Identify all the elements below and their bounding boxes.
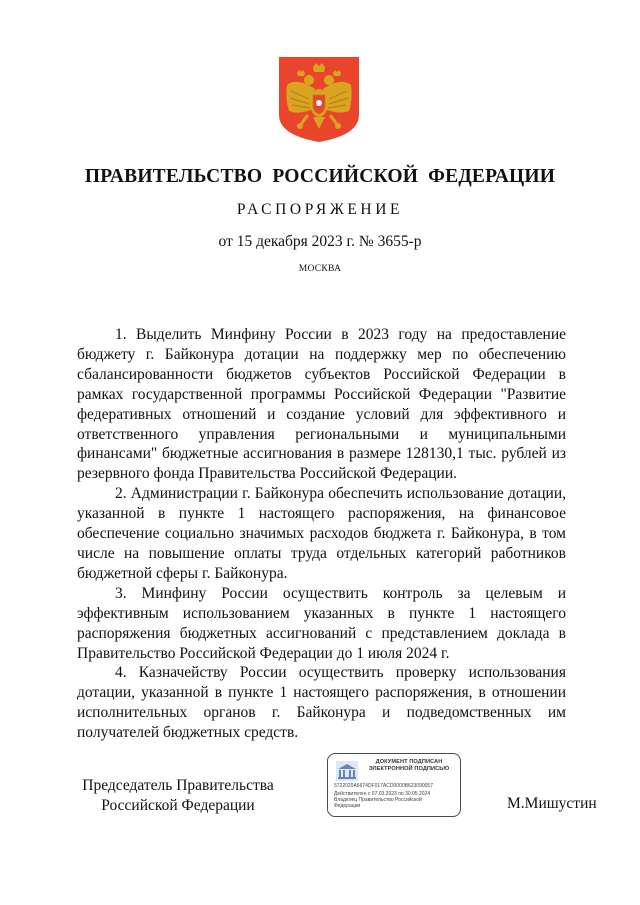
- paragraph-2: 2. Администрации г. Байконура обеспечить использование дотации, указанной в пункте 1 настоящего распоряжения, на финансовое обеспечение социально значимых расходов бюджета г. Байконура, в том числе на повышение оплаты труда отдельных категорий работников бюджетной сферы г. Байконура.: [77, 485, 566, 582]
- signatory-position-line-1: Председатель Правительства: [82, 777, 274, 794]
- paragraph-1: 1. Выделить Минфину России в 2023 году на предоставление бюджету г. Байконура дотации на поддержку мер по обеспечению сбалансированности бюджетов субъектов Российской Федерации в рамках государственной программы Российской Федерации "Развитие федеративных отношений и создание условий для эффективного и ответственного управления региональными и муниципальными финансами" бюджетные ассигнования в размере 128130,1 тыс. рублей из резервного фонда Правительства Российской Федерации.: [77, 326, 566, 483]
- stamp-serial: 5722020A6674DF017ACD0000B623090057: [334, 783, 433, 789]
- stamp-owner-line-2: Федерации: [334, 803, 361, 809]
- paragraph-4: 4. Казначейству России осуществить проверку использования дотации, указанной в пункте 1 настоящего распоряжения, в отношении исполнительных органов г. Байконура и подведомственных им получателей бюджетных средств.: [77, 664, 566, 742]
- document-date-number: от 15 декабря 2023 г. № 3655-р: [218, 233, 422, 250]
- government-building-icon: [336, 761, 358, 781]
- electronic-signature-stamp: [327, 753, 461, 817]
- stamp-validity: Действителен с 07.03.2023 по 30.05.2024: [334, 791, 431, 797]
- document-type: РАСПОРЯЖЕНИЕ: [236, 201, 404, 218]
- signatory-position: [78, 776, 278, 815]
- document-city: МОСКВА: [298, 264, 342, 274]
- document-body: [77, 325, 566, 743]
- russian-coat-of-arms-icon: [275, 55, 363, 143]
- stamp-title-line-2: ЭЛЕКТРОННОЙ ПОДПИСЬЮ: [368, 766, 450, 772]
- stamp-title-line-1: ДОКУМЕНТ ПОДПИСАН: [375, 759, 443, 765]
- paragraph-3: 3. Минфину России осуществить контроль за целевым и эффективным использованием указанных в пункте 1 настоящего распоряжения бюджетных ассигнований с представлением доклада в Правительство Российской Федерации до 1 июля 2024 г.: [77, 584, 566, 662]
- stamp-owner-line-1: Владелец Правительство Российской: [334, 797, 422, 803]
- government-title: ПРАВИТЕЛЬСТВО РОССИЙСКОЙ ФЕДЕРАЦИИ: [84, 166, 556, 187]
- stamp-title: [358, 759, 460, 773]
- signatory-name: М.Мишустин: [507, 795, 597, 812]
- signatory-position-line-2: Российской Федерации: [101, 796, 255, 814]
